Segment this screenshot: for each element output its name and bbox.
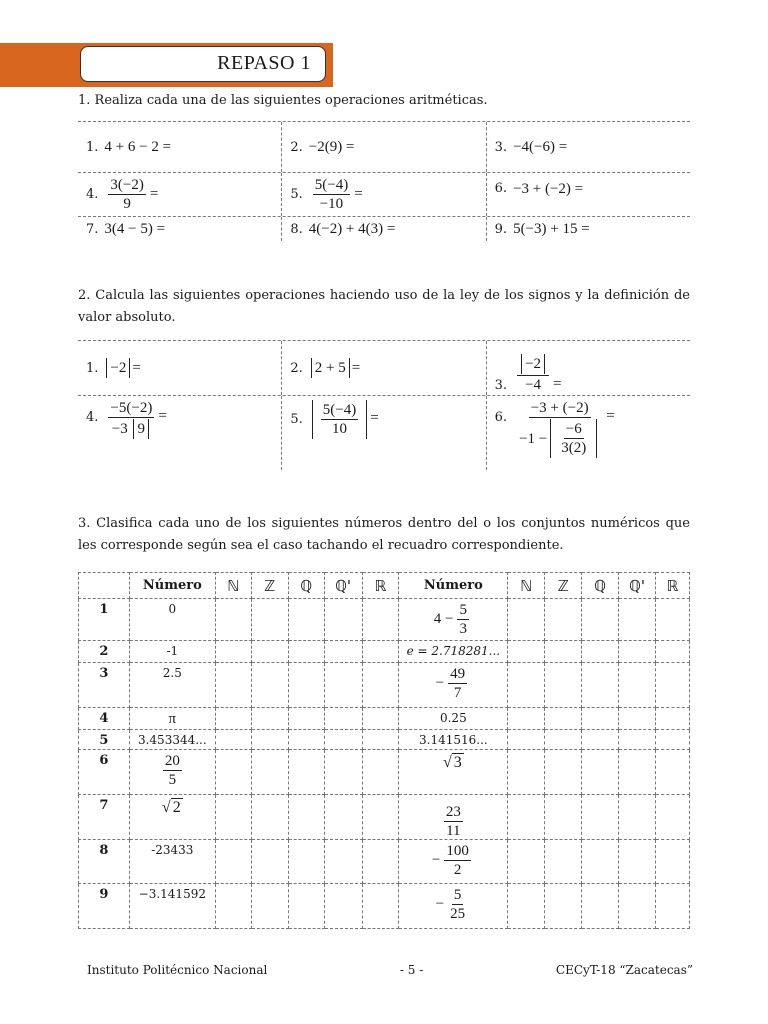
checkbox-cell[interactable] xyxy=(619,641,656,663)
page-title: REPASO 1 xyxy=(217,52,311,74)
checkbox-cell[interactable] xyxy=(508,641,545,663)
square-root: √ 3 xyxy=(442,754,462,771)
fraction: $\frac{5(-4)}{10}$ xyxy=(322,402,357,437)
fraction: $\frac{-5(-2)}{-3 9}$ xyxy=(110,400,153,437)
checkbox-cell[interactable] xyxy=(508,730,545,750)
checkbox-cell[interactable] xyxy=(545,884,582,929)
header-naturals: ℕ xyxy=(508,573,545,599)
checkbox-cell[interactable] xyxy=(215,599,251,641)
checkbox-cell[interactable] xyxy=(508,663,545,708)
checkbox-cell[interactable] xyxy=(619,730,656,750)
fraction: $\frac{5}{3}$ xyxy=(459,602,467,637)
header-reals: ℝ xyxy=(362,573,399,599)
number-cell: 3.453344... xyxy=(129,730,215,750)
section1-row xyxy=(78,121,690,173)
number-cell: π xyxy=(129,708,215,730)
checkbox-cell[interactable] xyxy=(215,663,251,708)
checkbox-cell[interactable] xyxy=(655,663,689,708)
section1-instruction: 1. Realiza cada una de las siguientes operaciones aritméticas. xyxy=(78,93,488,108)
checkbox-cell[interactable] xyxy=(288,840,324,884)
row-number: 8 xyxy=(79,840,130,884)
checkbox-cell[interactable] xyxy=(545,641,582,663)
checkbox-cell[interactable] xyxy=(288,599,324,641)
checkbox-cell[interactable] xyxy=(251,663,288,708)
absolute-value xyxy=(312,400,367,439)
exercise-1-2: 2. −2(9) = xyxy=(281,122,485,172)
checkbox-cell[interactable] xyxy=(362,730,399,750)
checkbox-cell[interactable] xyxy=(288,708,324,730)
checkbox-cell[interactable] xyxy=(251,840,288,884)
exercise-1-8: 8. 4(−2) + 4(3) = xyxy=(281,217,485,241)
checkbox-cell[interactable] xyxy=(655,840,689,884)
checkbox-cell[interactable] xyxy=(362,663,399,708)
number-cell: 2.5 xyxy=(129,663,215,708)
checkbox-cell[interactable] xyxy=(362,599,399,641)
header-reals: ℝ xyxy=(655,573,689,599)
footer-school: CECyT-18 “Zacatecas” xyxy=(555,963,693,977)
checkbox-cell[interactable] xyxy=(324,708,362,730)
table-row xyxy=(79,730,690,750)
section2-instruction: 2. Calcula las siguientes operaciones haciendo uso de la ley de los signos y la definición de valor absoluto. xyxy=(78,288,690,325)
header-integers: ℤ xyxy=(251,573,288,599)
checkbox-cell[interactable] xyxy=(251,884,288,929)
number-cell: −3.141592 xyxy=(129,884,215,929)
checkbox-cell[interactable] xyxy=(508,750,545,795)
checkbox-cell[interactable] xyxy=(362,884,399,929)
section1-grid xyxy=(78,121,690,241)
table-row xyxy=(79,750,690,795)
checkbox-cell[interactable] xyxy=(251,750,288,795)
checkbox-cell[interactable] xyxy=(215,708,251,730)
checkbox-cell[interactable] xyxy=(288,663,324,708)
header-naturals: ℕ xyxy=(215,573,251,599)
square-root: √ 2 xyxy=(161,799,181,816)
checkbox-cell[interactable] xyxy=(288,750,324,795)
checkbox-cell[interactable] xyxy=(251,795,288,840)
exercise-1-6: 6. −3 + (−2) = xyxy=(486,173,690,216)
checkbox-cell[interactable] xyxy=(324,795,362,840)
number-cell: e = 2.718281... xyxy=(399,641,508,663)
checkbox-cell[interactable] xyxy=(251,730,288,750)
checkbox-cell[interactable] xyxy=(324,641,362,663)
number-cell xyxy=(399,750,508,795)
table-row xyxy=(79,708,690,730)
checkbox-cell[interactable] xyxy=(215,750,251,795)
exercise-1-3: 3. −4(−6) = xyxy=(486,122,690,172)
checkbox-cell[interactable] xyxy=(215,795,251,840)
fraction: $\frac{5}{25}$ xyxy=(450,887,466,922)
row-number: 7 xyxy=(79,795,130,840)
table-row xyxy=(79,795,690,840)
title-box xyxy=(80,46,326,82)
table-header xyxy=(79,573,690,599)
checkbox-cell[interactable] xyxy=(288,641,324,663)
checkbox-cell[interactable] xyxy=(545,840,582,884)
checkbox-cell[interactable] xyxy=(655,641,689,663)
checkbox-cell[interactable] xyxy=(251,708,288,730)
checkbox-cell[interactable] xyxy=(508,599,545,641)
checkbox-cell[interactable] xyxy=(288,884,324,929)
checkbox-cell[interactable] xyxy=(655,730,689,750)
checkbox-cell[interactable] xyxy=(545,730,582,750)
fraction: $\frac{23}{11}$ xyxy=(445,804,461,839)
checkbox-cell[interactable] xyxy=(324,840,362,884)
checkbox-cell[interactable] xyxy=(582,663,619,708)
fraction: $\frac{5(-4)}{-10}$ xyxy=(314,177,349,212)
row-number: 6 xyxy=(79,750,130,795)
exercise-2-1: 1. −2 = xyxy=(86,359,141,376)
checkbox-cell[interactable] xyxy=(582,840,619,884)
table-row xyxy=(79,884,690,929)
exercise-2-3: 3. $\frac{-2}{-4}$ = xyxy=(486,341,690,395)
table-row xyxy=(79,663,690,708)
checkbox-cell[interactable] xyxy=(362,708,399,730)
exercise-1-1: 1. 4 + 6 − 2 = xyxy=(86,138,172,155)
row-number: 2 xyxy=(79,641,130,663)
checkbox-cell[interactable] xyxy=(508,708,545,730)
fraction: $\frac{-6}{3(2)}$ xyxy=(561,421,587,456)
checkbox-cell[interactable] xyxy=(324,599,362,641)
checkbox-cell[interactable] xyxy=(508,884,545,929)
header-irrationals: ℚ' xyxy=(324,573,362,599)
checkbox-cell[interactable] xyxy=(619,795,656,840)
fraction: $\frac{100}{2}$ xyxy=(446,843,469,878)
checkbox-cell[interactable] xyxy=(655,750,689,795)
fraction: $\frac{20}{5}$ xyxy=(164,753,180,788)
checkbox-cell[interactable] xyxy=(545,795,582,840)
footer-institution: Instituto Politécnico Nacional xyxy=(87,963,268,977)
checkbox-cell[interactable] xyxy=(582,730,619,750)
checkbox-cell[interactable] xyxy=(619,750,656,795)
header-rationals: ℚ xyxy=(582,573,619,599)
checkbox-cell[interactable] xyxy=(582,795,619,840)
checkbox-cell[interactable] xyxy=(582,599,619,641)
checkbox-cell[interactable] xyxy=(582,750,619,795)
checkbox-cell[interactable] xyxy=(619,599,656,641)
number-cell: 0 xyxy=(129,599,215,641)
page-footer xyxy=(87,963,693,977)
checkbox-cell[interactable] xyxy=(288,730,324,750)
number-cell: − $\frac{100}{2}$ xyxy=(399,840,508,884)
row-number: 1 xyxy=(79,599,130,641)
section1-row xyxy=(78,173,690,217)
number-cell: -23433 xyxy=(129,840,215,884)
header-index xyxy=(79,573,130,599)
exercise-1-7: 7. 3(4 − 5) = xyxy=(86,220,166,237)
checkbox-cell[interactable] xyxy=(545,663,582,708)
checkbox-cell[interactable] xyxy=(619,884,656,929)
header-irrationals: ℚ' xyxy=(619,573,656,599)
number-cell xyxy=(129,750,215,795)
checkbox-cell[interactable] xyxy=(324,750,362,795)
header-integers: ℤ xyxy=(545,573,582,599)
checkbox-cell[interactable] xyxy=(508,795,545,840)
checkbox-cell[interactable] xyxy=(582,641,619,663)
checkbox-cell[interactable] xyxy=(582,884,619,929)
checkbox-cell[interactable] xyxy=(362,840,399,884)
exercise-2-2: 2. 2 + 5 = xyxy=(281,341,485,395)
checkbox-cell[interactable] xyxy=(619,708,656,730)
table-row xyxy=(79,599,690,641)
checkbox-cell[interactable] xyxy=(619,663,656,708)
checkbox-cell[interactable] xyxy=(655,884,689,929)
exercise-2-6: 6. −3 + (−2) −1 − $\frac{-6}{3(2)}$ = xyxy=(486,396,690,470)
header-number: Número xyxy=(399,573,508,599)
row-number: 9 xyxy=(79,884,130,929)
checkbox-cell[interactable] xyxy=(215,884,251,929)
checkbox-cell[interactable] xyxy=(362,750,399,795)
checkbox-cell[interactable] xyxy=(362,641,399,663)
header-number: Número xyxy=(129,573,215,599)
checkbox-cell[interactable] xyxy=(655,708,689,730)
fraction: −3 + (−2) −1 − $\frac{-6}{3(2)}$ xyxy=(517,400,602,458)
checkbox-cell[interactable] xyxy=(324,663,362,708)
checkbox-cell[interactable] xyxy=(545,708,582,730)
section2-row xyxy=(78,340,690,396)
checkbox-cell[interactable] xyxy=(655,599,689,641)
exercise-1-5: 5. $\frac{5(-4)}{-10}$ = xyxy=(281,173,485,216)
fraction: $\frac{-2}{-4}$ xyxy=(517,354,549,393)
checkbox-cell[interactable] xyxy=(545,599,582,641)
number-cell xyxy=(399,795,508,840)
exercise-2-4: 4. $\frac{-5(-2)}{-3 9}$ = xyxy=(86,400,167,437)
number-cell: 0.25 xyxy=(399,708,508,730)
section1-row xyxy=(78,217,690,241)
checkbox-cell[interactable] xyxy=(508,840,545,884)
number-cell: -1 xyxy=(129,641,215,663)
row-number: 4 xyxy=(79,708,130,730)
checkbox-cell[interactable] xyxy=(251,599,288,641)
exercise-1-9: 9. 5(−3) + 15 = xyxy=(486,217,690,241)
checkbox-cell[interactable] xyxy=(324,730,362,750)
checkbox-cell[interactable] xyxy=(655,795,689,840)
absolute-value xyxy=(550,419,597,458)
number-cell: − $\frac{5}{25}$ xyxy=(399,884,508,929)
number-cell: 3.141516... xyxy=(399,730,508,750)
header-rationals: ℚ xyxy=(288,573,324,599)
page-number: - 5 - xyxy=(399,963,424,977)
table-row xyxy=(79,840,690,884)
number-cell xyxy=(129,795,215,840)
fraction: $\frac{49}{7}$ xyxy=(450,666,466,701)
checkbox-cell[interactable] xyxy=(251,641,288,663)
checkbox-cell[interactable] xyxy=(215,641,251,663)
row-number: 3 xyxy=(79,663,130,708)
section3-instruction: 3. Clasifica cada uno de los siguientes números dentro del o los conjuntos numéricos que les corresponde según sea el caso tachando el recuadro correspondiente. xyxy=(78,516,690,553)
checkbox-cell[interactable] xyxy=(362,795,399,840)
checkbox-cell[interactable] xyxy=(619,840,656,884)
exercise-1-4: 4. $\frac{3(-2)}{9}$ = xyxy=(86,177,159,212)
classification-table xyxy=(78,572,690,929)
section2-row xyxy=(78,396,690,470)
checkbox-cell[interactable] xyxy=(288,795,324,840)
number-cell: 4 − $\frac{5}{3}$ xyxy=(399,599,508,641)
row-number: 5 xyxy=(79,730,130,750)
fraction: $\frac{3(-2)}{9}$ xyxy=(110,177,144,212)
checkbox-cell[interactable] xyxy=(215,840,251,884)
checkbox-cell[interactable] xyxy=(582,708,619,730)
checkbox-cell[interactable] xyxy=(324,884,362,929)
section2-grid xyxy=(78,340,690,470)
checkbox-cell[interactable] xyxy=(215,730,251,750)
exercise-2-5: 5. $\frac{5(-4)}{10}$ = xyxy=(281,396,485,470)
table-row xyxy=(79,641,690,663)
checkbox-cell[interactable] xyxy=(545,750,582,795)
number-cell: − $\frac{49}{7}$ xyxy=(399,663,508,708)
